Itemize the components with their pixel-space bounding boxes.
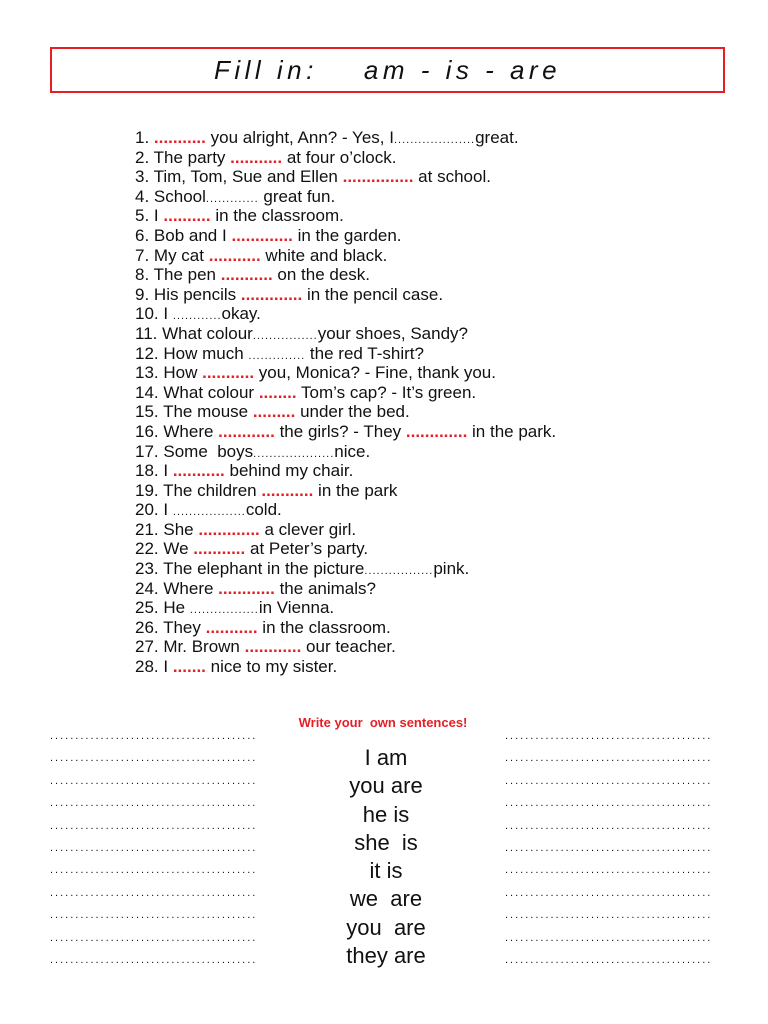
exercise-text: pink. [433, 559, 470, 579]
exercise-text: in the classroom. [210, 206, 344, 226]
exercise-text: nice. [334, 441, 371, 461]
answer-gap-red: ............ [244, 637, 302, 657]
writing-line: ......................................... [505, 819, 713, 832]
exercise-number: 4. [135, 186, 150, 206]
answer-gap-red: ........... [261, 480, 314, 500]
exercise-text: I [163, 461, 173, 481]
exercise-text: in Vienna. [258, 598, 335, 618]
exercise-text: Bob and I [153, 225, 232, 245]
pronoun-verb-phrase: I am [364, 745, 408, 770]
exercise-number: 9. [135, 284, 150, 304]
exercise-item [135, 148, 735, 168]
exercise-text: Some boys [163, 441, 254, 461]
exercise-item [135, 265, 735, 285]
writing-line: ......................................... [50, 730, 258, 742]
exercise-number: 26. [135, 617, 159, 637]
exercise-item [135, 363, 735, 383]
writing-line: ......................................... [505, 886, 713, 899]
exercise-text: They [163, 617, 206, 637]
exercise-text: the girls? - They [274, 421, 406, 441]
exercise-item [135, 324, 735, 344]
exercise-item [135, 344, 735, 364]
exercise-item [135, 579, 735, 599]
answer-gap: ................. [189, 604, 259, 617]
exercise-number: 6. [135, 225, 150, 245]
exercise-text: in the pencil case. [302, 284, 444, 304]
exercise-number: 13. [135, 363, 159, 383]
exercise-number: 7. [135, 245, 150, 265]
pronoun-verb-phrase: she is [354, 829, 418, 855]
exercise-number: 16. [135, 421, 159, 441]
exercise-text: How much [163, 343, 249, 363]
writing-line: ......................................... [50, 819, 258, 832]
answer-gap-red: ........... [230, 147, 283, 167]
writing-line: ......................................... [505, 909, 713, 922]
exercise-text: in the park [313, 480, 398, 500]
writing-line: ......................................... [50, 886, 258, 899]
exercise-text: Where [163, 578, 219, 598]
title-box [50, 47, 725, 93]
writing-line: ......................................... [505, 953, 713, 966]
exercise-number: 5. [135, 206, 150, 226]
exercise-text: in the park. [467, 421, 557, 441]
answer-gap: ................. [364, 565, 434, 578]
exercise-item [135, 442, 735, 462]
answer-gap-red: ............. [231, 225, 293, 245]
writing-line: ......................................... [505, 864, 713, 877]
exercise-text: What colour [163, 382, 259, 402]
answer-gap-red: .......... [163, 206, 211, 226]
exercise-number: 22. [135, 539, 159, 559]
exercise-item [135, 383, 735, 403]
answer-gap-red: ........... [193, 539, 246, 559]
exercise-item [135, 167, 735, 187]
answer-gap-red: ............. [240, 284, 303, 304]
exercise-item [135, 422, 735, 442]
exercise-text: at four o’clock. [282, 147, 397, 167]
title-instruction: Fill in: [213, 55, 318, 85]
exercise-item [135, 618, 735, 638]
exercise-text: white and black. [260, 245, 388, 265]
writing-line: ......................................... [505, 797, 713, 810]
title-verb-forms: am - is - are [363, 55, 562, 85]
exercise-item [135, 657, 735, 677]
pronoun-verb-phrase: he is [362, 801, 410, 827]
exercise-number: 20. [135, 500, 159, 520]
exercise-text: What colour [162, 323, 253, 343]
answer-gap: .............. [248, 349, 306, 362]
exercise-text: How [163, 363, 203, 383]
answer-gap: .................... [393, 134, 476, 146]
exercise-number: 11. [135, 323, 158, 343]
pronoun-verb-phrase: we are [349, 886, 423, 912]
exercise-item [135, 481, 735, 501]
answer-gap-red: ........... [205, 617, 258, 637]
writing-line: ......................................... [505, 730, 713, 742]
exercise-list [135, 128, 735, 677]
exercise-item [135, 304, 735, 324]
answer-gap-red: ............. [405, 421, 468, 441]
exercise-text: I [153, 206, 164, 226]
exercise-text: My cat [153, 245, 209, 265]
exercise-text: cold. [245, 500, 282, 520]
answer-gap: ............. [205, 192, 259, 205]
exercise-number: 15. [135, 402, 159, 422]
exercise-text: your shoes, Sandy? [317, 323, 468, 343]
exercise-number: 19. [135, 480, 159, 500]
exercise-text: I [163, 657, 173, 677]
pronoun-verb-phrase: you are [349, 773, 423, 799]
pronoun-verb-phrase: it is [369, 858, 403, 884]
exercise-text: School [153, 186, 206, 206]
exercise-text: in the garden. [292, 225, 402, 245]
writing-line: ......................................... [50, 953, 258, 966]
answer-gap-red: ........... [220, 265, 273, 285]
pronoun-verb-list [286, 744, 486, 970]
exercise-text: Tom’s cap? - It’s green. [296, 382, 477, 402]
exercise-text: Mr. Brown [163, 637, 245, 657]
exercise-text: The elephant in the picture [163, 559, 365, 579]
exercise-text: I [163, 500, 173, 520]
exercise-item [135, 246, 735, 266]
exercise-item [135, 539, 735, 559]
exercise-text: Where [163, 421, 219, 441]
answer-gap: ................ [252, 329, 318, 342]
answer-gap: ............ [172, 310, 222, 323]
exercise-text: okay. [221, 304, 261, 324]
exercise-text: I [163, 304, 173, 324]
exercise-text: The pen [153, 265, 221, 285]
writing-line: ......................................... [505, 841, 713, 854]
exercise-text: at school. [413, 167, 491, 187]
exercise-number: 2. [135, 147, 150, 167]
exercise-item [135, 637, 735, 657]
answer-gap-red: ........... [202, 363, 255, 383]
answer-gap-red: ............. [198, 519, 260, 539]
answer-gap-red: ............ [218, 421, 275, 441]
answer-gap-red: ........ [258, 382, 297, 402]
exercise-text: you, Monica? - Fine, thank you. [254, 363, 496, 383]
exercise-text: behind my chair. [224, 461, 354, 481]
exercise-text: the animals? [274, 578, 376, 598]
answer-gap: .................... [253, 447, 335, 460]
writing-line: ......................................... [50, 752, 258, 765]
exercise-number: 18. [135, 461, 159, 481]
exercise-item [135, 520, 735, 540]
answer-gap-red: ............... [342, 167, 414, 187]
exercise-number: 24. [135, 578, 159, 598]
exercise-item [135, 559, 735, 579]
answer-gap: .................. [172, 506, 246, 519]
exercise-text: great. [475, 128, 519, 147]
own-sentences-prompt: Write your own sentences! [298, 715, 468, 730]
exercise-text: She [163, 519, 199, 539]
exercise-text: our teacher. [301, 637, 396, 657]
exercise-text: His pencils [153, 284, 241, 304]
exercise-text: The children [163, 480, 262, 500]
exercise-text: He [163, 598, 190, 618]
writing-line: ......................................... [50, 797, 258, 810]
exercise-number: 12. [135, 343, 159, 363]
exercise-item [135, 187, 735, 207]
exercise-text: We [163, 539, 194, 559]
exercise-text: in the classroom. [257, 617, 391, 637]
writing-line: ......................................... [50, 774, 258, 787]
pronoun-verb-phrase: they are [346, 943, 426, 969]
answer-gap-red: ........... [153, 128, 206, 147]
exercise-text: at Peter’s party. [245, 539, 369, 559]
writing-line: ......................................... [50, 909, 258, 922]
exercise-item [135, 285, 735, 305]
exercise-number: 28. [135, 657, 159, 677]
answer-gap-red: ............ [218, 578, 275, 598]
exercise-text: a clever girl. [259, 519, 357, 539]
exercise-number: 27. [135, 637, 159, 657]
exercise-number: 8. [135, 265, 150, 285]
exercise-number: 10. [135, 304, 159, 324]
exercise-item [135, 598, 735, 618]
exercise-text: you alright, Ann? - Yes, I [205, 128, 394, 147]
exercise-text: The mouse [163, 402, 253, 422]
exercise-text: under the bed. [295, 402, 410, 422]
exercise-text: The party [153, 147, 231, 167]
answer-gap-red: ....... [172, 657, 206, 677]
exercise-number: 3. [135, 167, 150, 187]
answer-gap-red: ........... [172, 461, 225, 481]
exercise-text: great fun. [258, 186, 336, 206]
exercise-number: 21. [135, 519, 159, 539]
exercise-text: Tim, Tom, Sue and Ellen [153, 167, 343, 187]
exercise-text: nice to my sister. [205, 657, 338, 677]
exercise-number: 23. [135, 559, 159, 579]
writing-line: ......................................... [50, 864, 258, 877]
exercise-number: 17. [135, 441, 159, 461]
answer-gap-red: ........... [208, 245, 261, 265]
writing-line: ......................................... [50, 931, 258, 944]
exercise-item [135, 500, 735, 520]
exercise-item [135, 402, 735, 422]
exercise-item [135, 226, 735, 246]
writing-line: ......................................... [505, 931, 713, 944]
exercise-text: on the desk. [272, 265, 371, 285]
exercise-number: 1. [135, 128, 150, 147]
exercise-item [135, 461, 735, 481]
writing-line: ......................................... [50, 841, 258, 854]
exercise-number: 14. [135, 382, 159, 402]
exercise-text: the red T-shirt? [305, 343, 424, 363]
pronoun-verb-phrase: you are [346, 914, 426, 940]
exercise-item [135, 206, 735, 226]
answer-gap-red: ......... [252, 402, 296, 422]
writing-line: ......................................... [505, 752, 713, 765]
answer-lines-right [505, 725, 720, 971]
exercise-item [135, 128, 735, 148]
writing-line: ......................................... [505, 774, 713, 787]
answer-lines-left [50, 725, 265, 971]
exercise-number: 25. [135, 598, 159, 618]
